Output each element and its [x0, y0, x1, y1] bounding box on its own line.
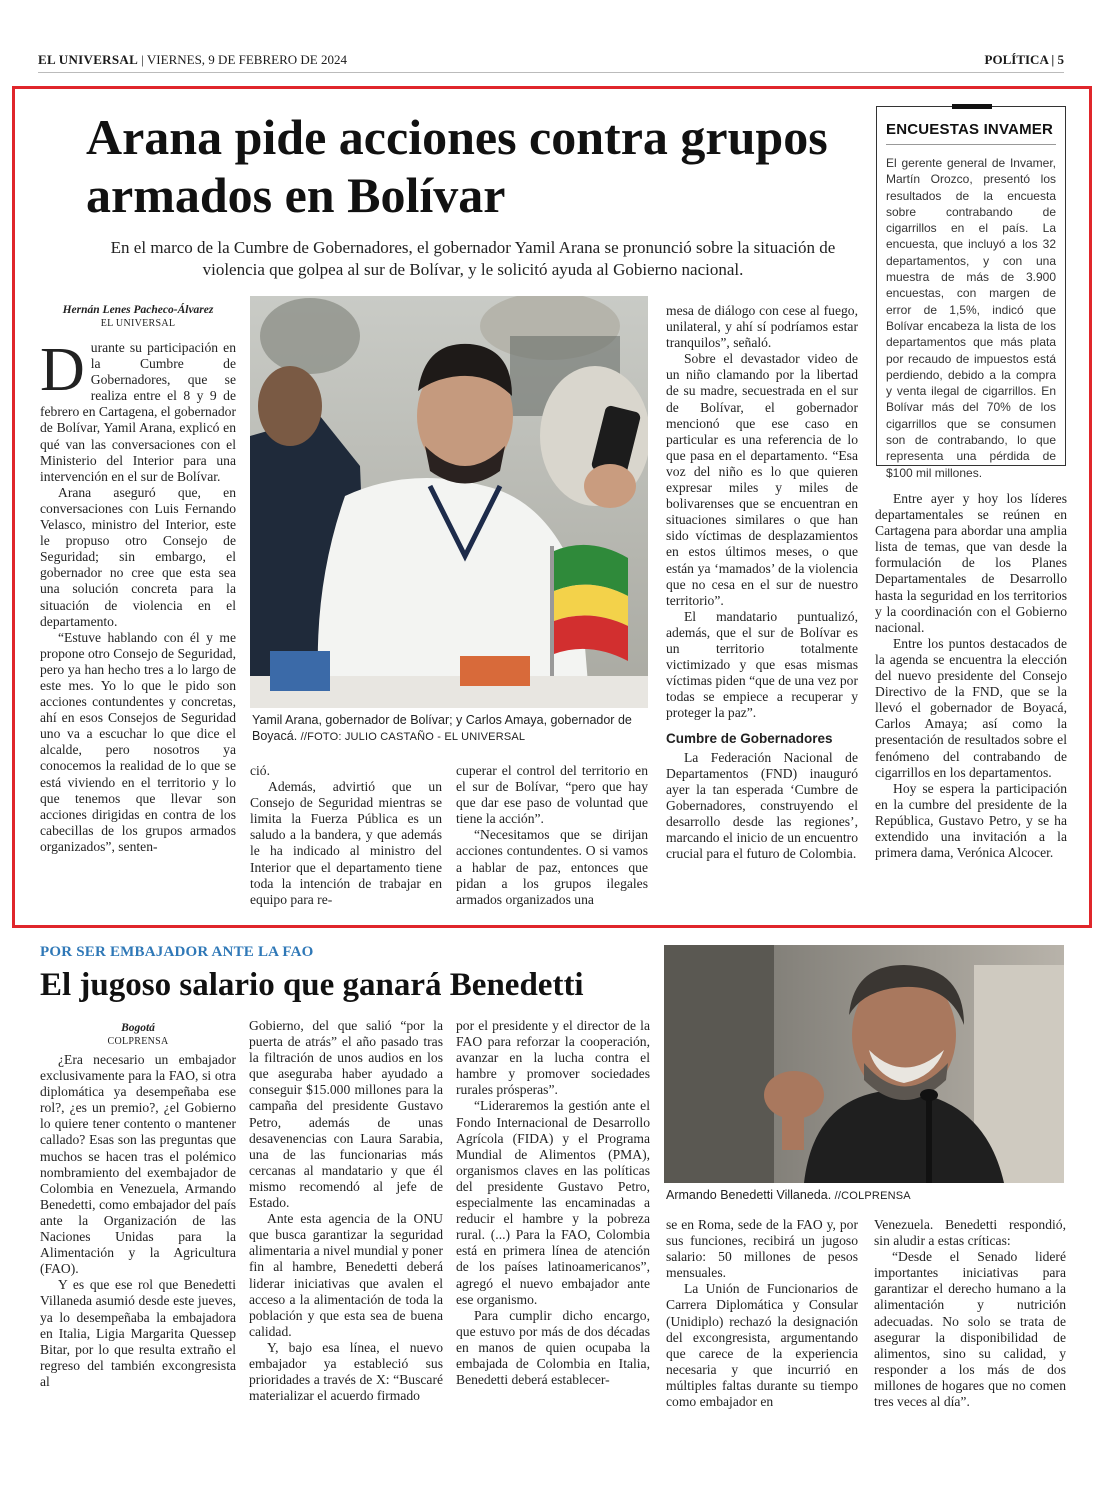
story1-caption-text: Yamil Arana, gobernador de Bolívar; y Carlos Amaya, gobernador de Boyacá. [252, 713, 632, 743]
header-divider-right: | [1051, 52, 1058, 67]
story1-col5-paragraph-2: Entre los puntos destacados de la agenda se encuentra la elección del nuevo presidente del Consejo Directivo de la FND, que se la llevó el gobernador de Boyacá, Carlos Amaya; así como la presentación de resultados sobre el fenómeno del contrabando de cigarrillos en los departamentos. [875, 635, 1067, 780]
story2-column-5 [874, 1217, 1066, 1410]
story1-photo [250, 296, 648, 708]
story1-paragraph-1 [40, 336, 236, 485]
story2-col3-paragraph-1: por el presidente y el director de la FAO para reforzar la cooperación, avanzar en la lucha contra el hambre y promover sociedades rurales prósperas”. [456, 1018, 650, 1098]
story1-col5-paragraph-3: Hoy se espera la participación en la cumbre del presidente de la República, Gustavo Petro, y se ha extendido una invitación a la primera dama, Verónica Alcocer. [875, 780, 1067, 861]
story2-byline-place: Bogotá [121, 1022, 155, 1034]
story1-headline: Arana pide acciones contra grupos armados en Bolívar [86, 109, 828, 223]
sidebar-top-bar [952, 104, 992, 109]
story2-col3-paragraph-2: “Lideraremos la gestión ante el Fondo Internacional de Desarrollo Agrícola (FIDA) y el Programa Mundial de Alimentos (PMA), organismos claves en las políticas del presidente Gustavo Petro, especialmente las encaminadas a reducir el hambre y la pobreza rural. (...) Para la FAO, Colombia está en primera línea de atención de los países latinoamericanos”, agregó el nuevo embajador ante ese organismo. [456, 1098, 650, 1307]
story2-col2-paragraph-1: Gobierno, del que salió “por la puerta de atrás” el año pasado tras la filtración de unos audios en los que aseguraba haber ayudado a conseguir $15.000 millones para la campaña del presidente Gustavo Petro, además de unas desavenencias con Laura Sarabia, una de las funcionarias más cercanas al mandatario y que él mismo recomendó al jefe de Estado. [249, 1018, 443, 1211]
byline-name: Hernán Lenes Pacheco-Álvarez [62, 304, 214, 316]
story1-column-5 [875, 491, 1067, 861]
sidebar-title: ENCUESTAS INVAMER [886, 121, 1054, 138]
header-right [985, 52, 1064, 68]
story2-col1-paragraph-1: ¿Era necesario un embajador exclusivamente para la FAO, si otra diplomática ya desempeñaba ese rol?, ¿es un premio?, ¿el Gobierno lo quiere tener contento o mantener callado? Esas son las preguntas que muchos se hacen tras el polémico nombramiento del exembajador de Colombia en Venezuela, Armando Benedetti, como embajador del país ante la Organización de las Naciones Unidas para la Alimentación y la Agricultura (FAO). [40, 1052, 236, 1277]
dropcap: D [40, 336, 85, 404]
story1-subhead: Cumbre de Gobernadores [666, 731, 833, 747]
story2-photo [664, 945, 1064, 1183]
story1-paragraph-3: “Estuve hablando con él y me propone otro Consejo de Seguridad, pero ya han hecho tres a lo largo de este mes. Yo lo que le pido son acciones contundentes y concretas, ahí en esos Consejos de Seguridad uno va a escuchar lo que dice el alcalde, pero nosotros ya conocemos la realidad de lo que se está viviendo en el territorio y lo que tenemos que llevar son acciones dirigidas en contra de los cabecillas de los grupos armados organizados”, senten- [40, 629, 236, 854]
story1-photo-illustration [250, 296, 648, 708]
story2-column-1 [40, 1022, 236, 1390]
story1-column-2 [250, 763, 442, 908]
story1-col3-paragraph-2: “Necesitamos que se dirijan acciones contundentes. O si vamos a hablar de paz, entonces que pidan a los grupos ilegales armados organizados una [456, 827, 648, 907]
story2-byline [40, 1022, 236, 1048]
header-divider: | [141, 52, 147, 67]
story2-column-4 [666, 1217, 858, 1410]
sidebar-box [876, 106, 1066, 480]
story2-kicker: POR SER EMBAJADOR ANTE LA FAO [40, 944, 314, 960]
story2-byline-org: COLPRENSA [107, 1036, 169, 1047]
header-left [38, 52, 347, 68]
story1-column-4 [666, 303, 858, 862]
story1-deck: En el marco de la Cumbre de Gobernadores, el gobernador Yamil Arana se pronunció sobre la situación de violencia que golpea al sur de Bolívar, y le solicitó ayuda al Gobierno nacional. [110, 238, 836, 279]
story1-column-3 [456, 763, 648, 908]
story2-col2-paragraph-3: Y, bajo esa línea, el nuevo embajador ya estableció sus prioridades a través de X: “Buscaré materializar el acuerdo firmado [249, 1339, 443, 1404]
story1-photo-credit: //FOTO: JULIO CASTAÑO - EL UNIVERSAL [300, 731, 526, 743]
sidebar-rule [886, 144, 1056, 145]
story1-col4-paragraph-2: Sobre el devastador video de un niño clamando por la libertad de su madre, secuestrada en el sur de Bolívar, el gobernador mencionó que ese caso en particular es una referencia de lo que pasa en el departamento. “Esa voz del niño es lo que quieren expresar miles y miles de bolivarenses que se encuentran en situaciones similares o que han sido víctimas de desplazamientos en estos últimos meses, o que están ya ‘mamados’ de la violencia que no cesa en el sur de nuestro territorio”. [666, 351, 858, 608]
section-name: POLÍTICA [984, 52, 1049, 67]
story2-col5-paragraph-2: “Desde el Senado lideré importantes iniciativas para garantizar el derecho humano a la alimentación y nutrición adecuadas. No solo se trata de asegurar la disponibilidad de alimentos, sino su calidad, y responder a los más de dos millones de hogares que no comen tres veces al día”. [874, 1249, 1066, 1410]
story2-col1-paragraph-2: Y es que ese rol que Benedetti Villaneda asumió desde este jueves, ya lo desempeñaba la embajadora en Italia, Ligia Margarita Quessep Bitar, por lo que resulta extraño el regreso del también excongresista al [40, 1277, 236, 1389]
story1-col4-paragraph-1: mesa de diálogo con cese al fuego, unilateral, y ahí sí podríamos estar tranquilos”, señaló. [666, 303, 858, 351]
story1-col2-paragraph-1: ció. [250, 763, 271, 778]
story2-col4-paragraph-2: La Unión de Funcionarios de Carrera Diplomática y Consular (Unidiplo) rechazó la designación del excongresista, argumentando que carece de la experiencia necesaria y que incurrió en múltiples faltas durante su tiempo como embajador en [666, 1281, 858, 1410]
story1-column-1 [40, 304, 236, 855]
story1-photo-caption [252, 712, 652, 745]
story2-photo-credit: //COLPRENSA [834, 1190, 911, 1202]
story1-col4-paragraph-4: La Federación Nacional de Departamentos (FND) inauguró ayer la tan esperada ‘Cumbre de Gobernadores, construyendo el desarrollo desde las regiones’, marcando el inicio de un encuentro crucial para el futuro de Colombia. [666, 749, 858, 862]
story2-photo-illustration [664, 945, 1064, 1183]
story2-col2-paragraph-2: Ante esta agencia de la ONU que busca garantizar la seguridad alimentaria a nivel mundial y poner fin al hambre, Benedetti deberá liderar iniciativas que avalen el acceso a la alimentación de toda la población y que esta sea de buena calidad. [249, 1211, 443, 1339]
story2-caption-text: Armando Benedetti Villaneda. [666, 1188, 832, 1202]
sidebar-text: El gerente general de Invamer, Martín Orozco, presentó los resultados de la encuesta sobre contrabando de cigarrillos en el país. La encuesta, que incluyó a los 32 departamentos, y con una muestra de más de 3.900 encuestas, con margen de error de 1,5%, indicó que Bolívar encabeza la lista de los departamentos que más plata por recaudo de impuestos está perdiendo, debido a la compra y venta ilegal de cigarrillos. En Bolívar más del 70% de los cigarrillos que se consumen son de contrabando, lo que representa una pérdida de $100 mil millones. [886, 156, 1056, 480]
story2-col3-paragraph-3: Para cumplir dicho encargo, que estuvo por más de dos décadas en manos de quien ocupaba la embajada de Colombia en Italia, Benedetti deberá establecer- [456, 1307, 650, 1388]
story1-paragraph-1-text: urante su participación en la Cumbre de Gobernadores, que se realiza entre el 8 y 9 de febrero en Cartagena, el gobernador de Bolívar, Yamil Arana, explicó en qué van las conversaciones con el Ministerio del Interior para una intervención en el sur de Bolívar. [40, 340, 236, 484]
story2-col5-paragraph-1: Venezuela. Benedetti respondió, sin aludir a estas críticas: [874, 1217, 1066, 1249]
story2-photo-caption [666, 1187, 1066, 1204]
paper-name: EL UNIVERSAL [38, 52, 139, 67]
story2-headline: El jugoso salario que ganará Benedetti [40, 967, 584, 1003]
byline-org: EL UNIVERSAL [100, 318, 176, 329]
story1-col4-paragraph-3: El mandatario puntualizó, además, que el sur de Bolívar es un territorio totalmente victimizado y que esas mismas víctimas piden “que de una vez por todas se empiece a recuperar y proteger la paz”. [666, 608, 858, 721]
story1-col3-paragraph-1: cuperar el control del territorio en el sur de Bolívar, “pero que hay que dar ese paso de voluntad que tiene la acción”. [456, 763, 648, 827]
story1-byline [40, 304, 236, 330]
story1-col5-paragraph-1: Entre ayer y hoy los líderes departamentales se reúnen en Cartagena para abordar una amplia lista de temas, que van desde la formulación de los Planes Departamentales de Desarrollo hasta la seguridad en los territorios y la coordinación con el Gobierno nacional. [875, 491, 1067, 635]
story2-column-2 [249, 1018, 443, 1404]
story1-paragraph-2: Arana aseguró que, en conversaciones con Luis Fernando Velasco, ministro del Interior, este le propuso otro Consejo de Seguridad; sin embargo, el gobernador no cree que esta sea una solución concreta para la situación de violencia en el departamento. [40, 484, 236, 629]
page-header [38, 50, 1064, 73]
story2-column-3 [456, 1018, 650, 1388]
story1-col2-paragraph-2: Además, advirtió que un Consejo de Seguridad mientras se limita la Fuerza Pública es un saludo a la bandera, y que además le ha indicado al ministro del Interior que el departamento tiene toda la intención de trabajar en equipo para re- [250, 779, 442, 907]
story2-col4-paragraph-1: se en Roma, sede de la FAO y, por sus funciones, recibirá un jugoso salario: 50 millones de pesos mensuales. [666, 1217, 858, 1281]
header-date: VIERNES, 9 DE FEBRERO DE 2024 [146, 52, 347, 67]
page-number: 5 [1057, 52, 1064, 67]
